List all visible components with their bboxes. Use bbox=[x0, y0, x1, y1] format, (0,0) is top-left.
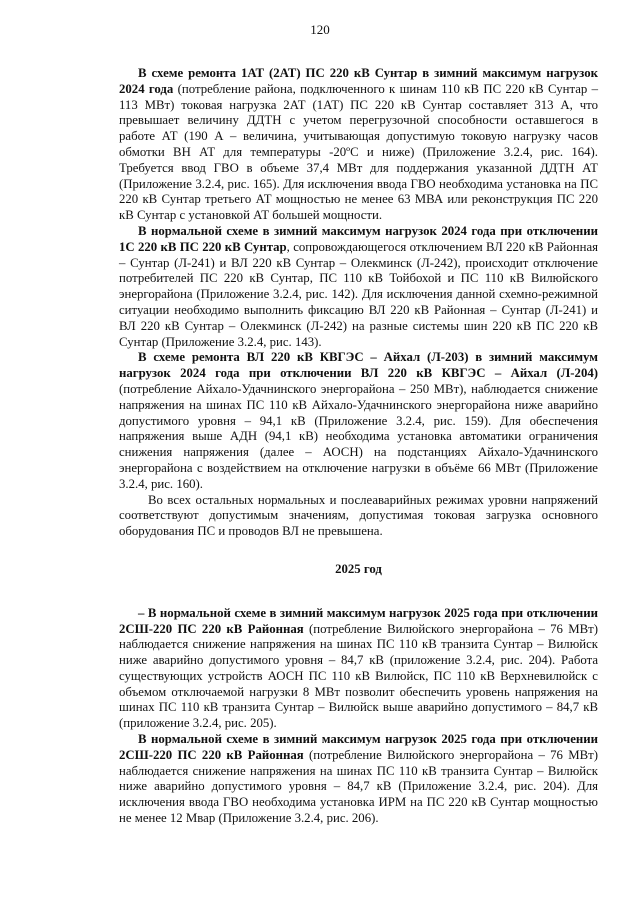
paragraph-body: (потребление Вилюйского энергорайона – 76 МВт) наблюдается снижение напряжения на шинах ПС 110 кВ транзита Сунтар – Вилюйск ниже аварийно допустимого уровня – 84,7 кВ (Приложение 3.2.4, рис. 204). Для исключения ввода ГВО необходима установка ИРМ на ПС 220 кВ Сунтар мощностью не менее 12 Мвар (Приложение 3.2.4, рис. 206). bbox=[119, 747, 598, 826]
paragraph-lead: В схеме ремонта ВЛ 220 кВ КВГЭС – Айхал (Л-203) в зимний максимум нагрузок 2024 года при отключении ВЛ 220 кВ КВГЭС – Айхал (Л-204) bbox=[119, 350, 598, 381]
paragraph-2025-aosn bbox=[119, 606, 598, 732]
paragraph-lead: В нормальной схеме в зимний максимум нагрузок 2024 года при отключении 1С 220 кВ ПС 220 кВ Сунтар bbox=[119, 223, 598, 254]
page-content bbox=[119, 66, 598, 827]
paragraph-lead: В схеме ремонта 1АТ (2АТ) ПС 220 кВ Сунтар в зимний максимум нагрузок 2024 года bbox=[119, 66, 598, 96]
paragraph-2025-irm bbox=[119, 732, 598, 827]
paragraph-other-modes bbox=[119, 493, 598, 540]
paragraph-body: (потребление Айхало-Удачнинского энергорайона – 250 МВт), наблюдается снижение напряжения на шинах ПС 110 кВ Айхало-Удачнинского энергорайона ниже аварийно допустимого уровня – 94,1 кВ (Приложение 3.2.4, рис. 159). Для обеспечения напряжения выше АДН (94,1 кВ) необходима установка автоматики ограничения снижения напряжения (далее – АОСН) на подстанциях Айхало-Удачнинского энергорайона с воздействием на отключение нагрузки в объёме 66 МВт (Приложение 3.2.4, рис. 160). bbox=[119, 381, 598, 491]
paragraph-repair-l203 bbox=[119, 350, 598, 492]
year-heading: 2025 год bbox=[335, 561, 382, 576]
paragraph-body: Во всех остальных нормальных и послеаварийных режимах уровни напряжений соответствуют допустимым значениям, допустимая токовая загрузка основного оборудования ПС и проводов ВЛ не превышена. bbox=[119, 492, 598, 539]
page-number: 120 bbox=[310, 22, 330, 37]
paragraph-body: (потребление района, подключенного к шинам 110 кВ ПС 220 кВ Сунтар – 113 МВт) токовая нагрузка 2АТ (1АТ) ПС 220 кВ Сунтар составляет 313 А, что превышает величину ДДТН с учетом перегрузочной способности оставшегося в работе АТ (190 А – величина, учитывающая допустимую токовую нагрузку часов обмотки ВН АТ для температуры -20ºС и ниже) (Приложение 3.2.4, рис. 164). Требуется ввод ГВО в объеме 37,4 МВт для поддержания указанной ДДТН АТ (Приложение 3.2.4, рис. 165). Для исключения ввода ГВО необходима установка на ПС 220 кВ Сунтар третьего АТ мощностью не менее 63 МВА или реконструкция ПС 220 кВ Сунтар с установкой АТ большей мощности. bbox=[119, 81, 599, 223]
paragraph-normal-1s bbox=[119, 224, 598, 350]
paragraph-repair-1at bbox=[119, 66, 598, 224]
paragraph-body: (потребление Вилюйского энергорайона – 76 МВт) наблюдается снижение напряжения на шинах ПС 110 кВ транзита Сунтар – Вилюйск ниже аварийно допустимого уровня – 84,7 кВ (приложение 3.2.4, рис. 204). Работа существующих устройств АОСН ПС 110 кВ Вилюйск, ПС 110 кВ Верхневилюйск с объемом отключаемой нагрузки 8 МВт позволит обеспечить уровень напряжения на шинах ПС 110 кВ транзита Сунтар – Вилюйск выше аварийно допустимого – 84,7 кВ (приложение 3.2.4, рис. 205). bbox=[119, 621, 598, 731]
paragraph-lead: В нормальной схеме в зимний максимум нагрузок 2025 года при отключении 2СШ-220 ПС 220 кВ Районная bbox=[119, 732, 598, 762]
paragraph-body: , сопровождающегося отключением ВЛ 220 кВ Районная – Сунтар (Л-241) и ВЛ 220 кВ Сунтар – Олекминск (Л-242), происходит отключение потребителей ПС 220 кВ Сунтар, ПС 110 кВ Тойбохой и ПС 110 кВ Вилюйского энергорайона (Приложение 3.2.4, рис. 142). Для исключения данной схемно-режимной ситуации необходимо выполнить фиксацию ВЛ 220 кВ Районная – Сунтар (Л-241) и ВЛ 220 кВ Сунтар – Олекминск (Л-242) на разные системы шин 220 кВ ПС 220 кВ Сунтар (Приложение 3.2.4, рис. 143). bbox=[119, 239, 599, 349]
paragraph-lead: – В нормальной схеме в зимний максимум нагрузок 2025 года при отключении 2СШ-220 ПС 220 кВ Районная bbox=[119, 605, 598, 636]
